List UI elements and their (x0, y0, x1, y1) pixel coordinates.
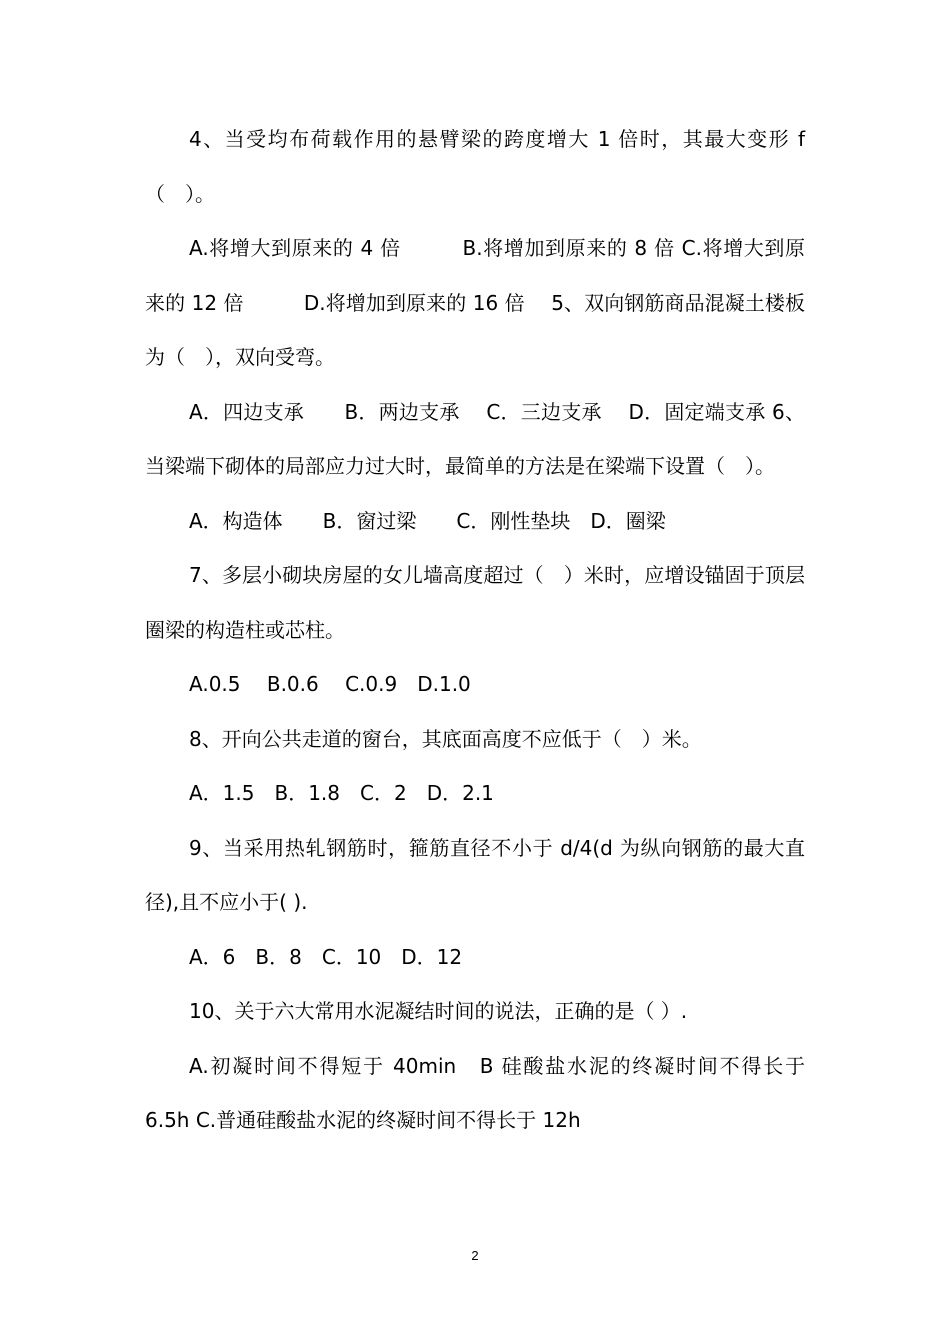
page-number: 2 (471, 1248, 479, 1263)
question-4-options-and-question-5: A.将增大到原来的 4 倍 B.将增加到原来的 8 倍 C.将增大到原来的 12 倍 D.将增加到原来的 16 倍 5、双向钢筋商品混凝土楼板为（ ），双向受弯。 (145, 236, 805, 369)
question-10-options: A.初凝时间不得短于 40min B 硅酸盐水泥的终凝时间不得长于 6.5h C.普通硅酸盐水泥的终凝时间不得长于 12h (145, 1053, 805, 1132)
question-10: 10、关于六大常用水泥凝结时间的说法，正确的是（ ）. (189, 999, 688, 1023)
question-9-options: A．6 B．8 C．10 D．12 (189, 944, 463, 969)
question-8-options: A．1.5 B．1.8 C．2 D．2.1 (189, 781, 494, 805)
question-5-options-and-question-6: A．四边支承 B．两边支承 C．三边支承 D．固定端支承 6、当梁端下砌体的局部应力过大时，最简单的方法是在梁端下设置（ ）。 (145, 399, 805, 478)
document-body (145, 112, 805, 1148)
question-7: 7、多层小砌块房屋的女儿墙高度超过（ ）米时，应增设锚固于顶层圈梁的构造柱或芯柱。 (145, 563, 805, 642)
question-4: 4、当受均布荷载作用的悬臂梁的跨度增大 1 倍时，其最大变形 f（ ）。 (145, 127, 805, 206)
question-6-options: A．构造体 B．窗过梁 C．刚性垫块 D．圈梁 (189, 508, 666, 533)
question-7-options: A.0.5 B.0.6 C.0.9 D.1.0 (189, 672, 471, 696)
question-9: 9、当采用热轧钢筋时，箍筋直径不小于 d/4(d 为纵向钢筋的最大直径),且不应小于( ). (145, 835, 805, 914)
question-8: 8、开向公共走道的窗台，其底面高度不应低于（ ）米。 (189, 726, 702, 751)
